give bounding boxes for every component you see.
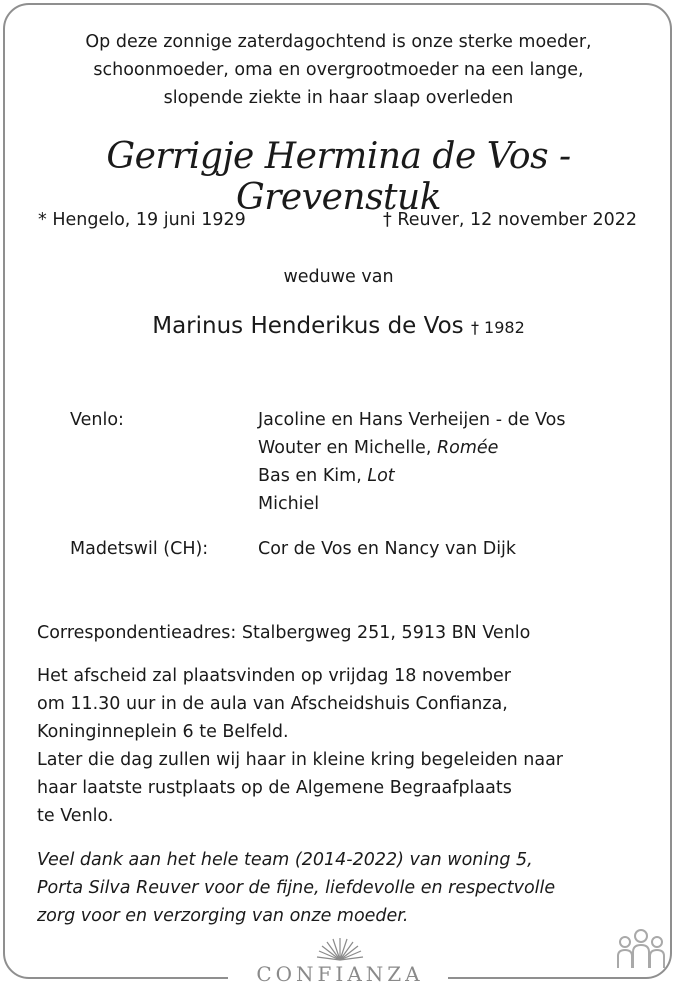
widow-of-label: weduwe van [283,267,394,287]
spouse [0,313,677,339]
farewell-line: Koninginneplein 6 te Belfeld. [37,722,289,742]
farewell-line: Het afscheid zal plaatsvinden op vrijdag 18 november [37,666,511,686]
logo-text: CONFIANZA [256,962,424,986]
family-member: Jacoline en Hans Verheijen - de Vos [258,410,566,430]
thanks-line: zorg voor en verzorging van onze moeder. [37,906,409,926]
sunburst-icon [240,936,440,962]
family-member: Bas en Kim, Lot [258,466,395,486]
family-members [258,535,516,563]
family-place: Madetswil (CH): [70,539,209,559]
farewell-line: Later die dag zullen wij haar in kleine kring begeleiden naar [37,750,563,770]
intro-line: slopende ziekte in haar slaap overleden [163,88,514,108]
farewell-line: te Venlo. [37,806,114,826]
death-info: † Reuver, 12 november 2022 [383,210,637,230]
family-member: Michiel [258,494,320,514]
thanks-line: Porta Silva Reuver voor de fijne, liefdevolle en respectvolle [37,878,556,898]
family-icon [616,928,666,972]
birth-info: * Hengelo, 19 juni 1929 [38,210,246,230]
family-place: Venlo: [70,410,124,430]
family-member: Cor de Vos en Nancy van Dijk [258,539,517,559]
spouse-name: Marinus Henderikus de Vos [152,313,464,339]
correspondence-address: Correspondentieadres: Stalbergweg 251, 5913 BN Venlo [37,623,531,643]
intro-line: schoonmoeder, oma en overgrootmoeder na een lange, [93,60,584,80]
spouse-death-year: † 1982 [470,318,525,337]
confianza-logo [240,936,440,986]
thanks-line: Veel dank aan het hele team (2014-2022) van woning 5, [37,850,533,870]
family-member: Wouter en Michelle, Romée [258,438,499,458]
family-members [258,406,565,518]
deceased-name: Gerrigje Hermina de Vos - Grevenstuk [106,136,571,218]
intro-line: Op deze zonnige zaterdagochtend is onze sterke moeder, [85,32,592,52]
thanks-text [37,846,555,930]
farewell-text [37,662,563,830]
farewell-line: om 11.30 uur in de aula van Afscheidshuis Confianza, [37,694,508,714]
farewell-line: haar laatste rustplaats op de Algemene Begraafplaats [37,778,512,798]
intro-text [0,28,677,112]
